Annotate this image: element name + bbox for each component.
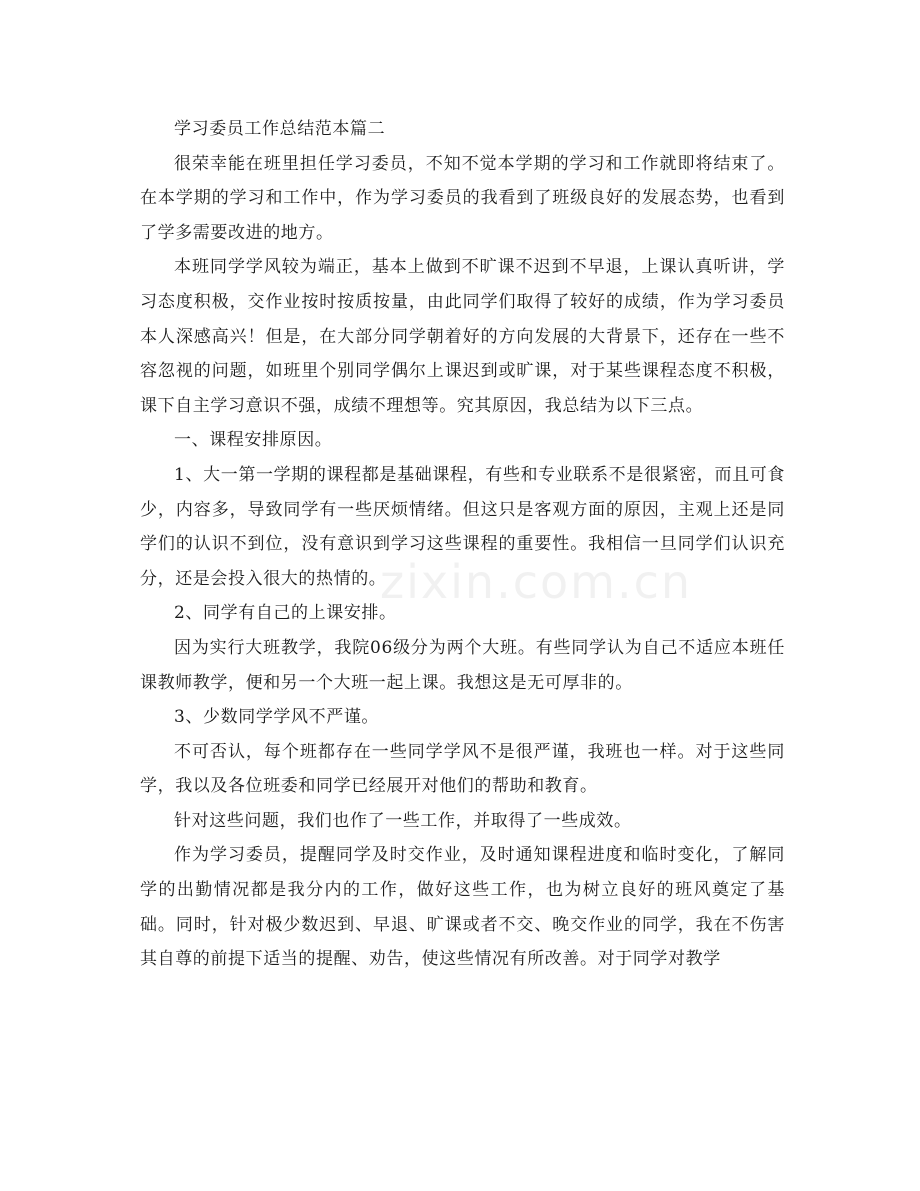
list-item-heading: 2、同学有自己的上课安排。 — [174, 603, 397, 624]
paragraph: 本班同学学风较为端正，基本上做到不旷课不迟到不早退，上课认真听讲，学习态度积极，交作业按时按质按量，由此同学们取得了较好的成绩，作为学习委员本人深感高兴！但是，在大部分同学朝着好的方向发展的大背景下，还存在一些不容忽视的问题，如班里个别同学偶尔上课迟到或旷课，对于某些课程态度不积极，课下自主学习意识不强，成绩不理想等。究其原因，我总结为以下三点。 — [140, 257, 785, 416]
paragraph: 针对这些问题，我们也作了一些工作，并取得了一些成效。 — [174, 810, 632, 831]
section-heading: 一、课程安排原因。 — [174, 430, 333, 451]
paragraph: 不可否认，每个班都存在一些同学学风不是很严谨，我班也一样。对于这些同学，我以及各位班委和同学已经展开对他们的帮助和教育。 — [140, 741, 785, 797]
document-body — [140, 112, 785, 977]
watermark: zixin.com.cn — [380, 555, 693, 609]
document-title: 学习委员工作总结范本篇二 — [174, 119, 386, 139]
list-item-heading: 3、少数同学学风不严谨。 — [174, 707, 380, 728]
paragraph: 因为实行大班教学，我院06级分为两个大班。有些同学认为自己不适应本班任课教师教学，便和另一个大班一起上课。我想这是无可厚非的。 — [140, 637, 785, 693]
paragraph: 1、大一第一学期的课程都是基础课程，有些和专业联系不是很紧密，而且可食少，内容多，导致同学有一些厌烦情绪。但这只是客观方面的原因，主观上还是同学们的认识不到位，没有意识到学习这些课程的重要性。我相信一旦同学们认识充分，还是会投入很大的热情的。 — [140, 464, 785, 589]
paragraph: 作为学习委员，提醒同学及时交作业，及时通知课程进度和临时变化，了解同学的出勤情况都是我分内的工作，做好这些工作，也为树立良好的班风奠定了基础。同时，针对极少数迟到、早退、旷课或者不交、晚交作业的同学，我在不伤害其自尊的前提下适当的提醒、劝告，使这些情况有所改善。对于同学对教学 — [140, 845, 785, 970]
paragraph: 很荣幸能在班里担任学习委员，不知不觉本学期的学习和工作就即将结束了。在本学期的学习和工作中，作为学习委员的我看到了班级良好的发展态势，也看到了学多需要改进的地方。 — [140, 153, 785, 243]
